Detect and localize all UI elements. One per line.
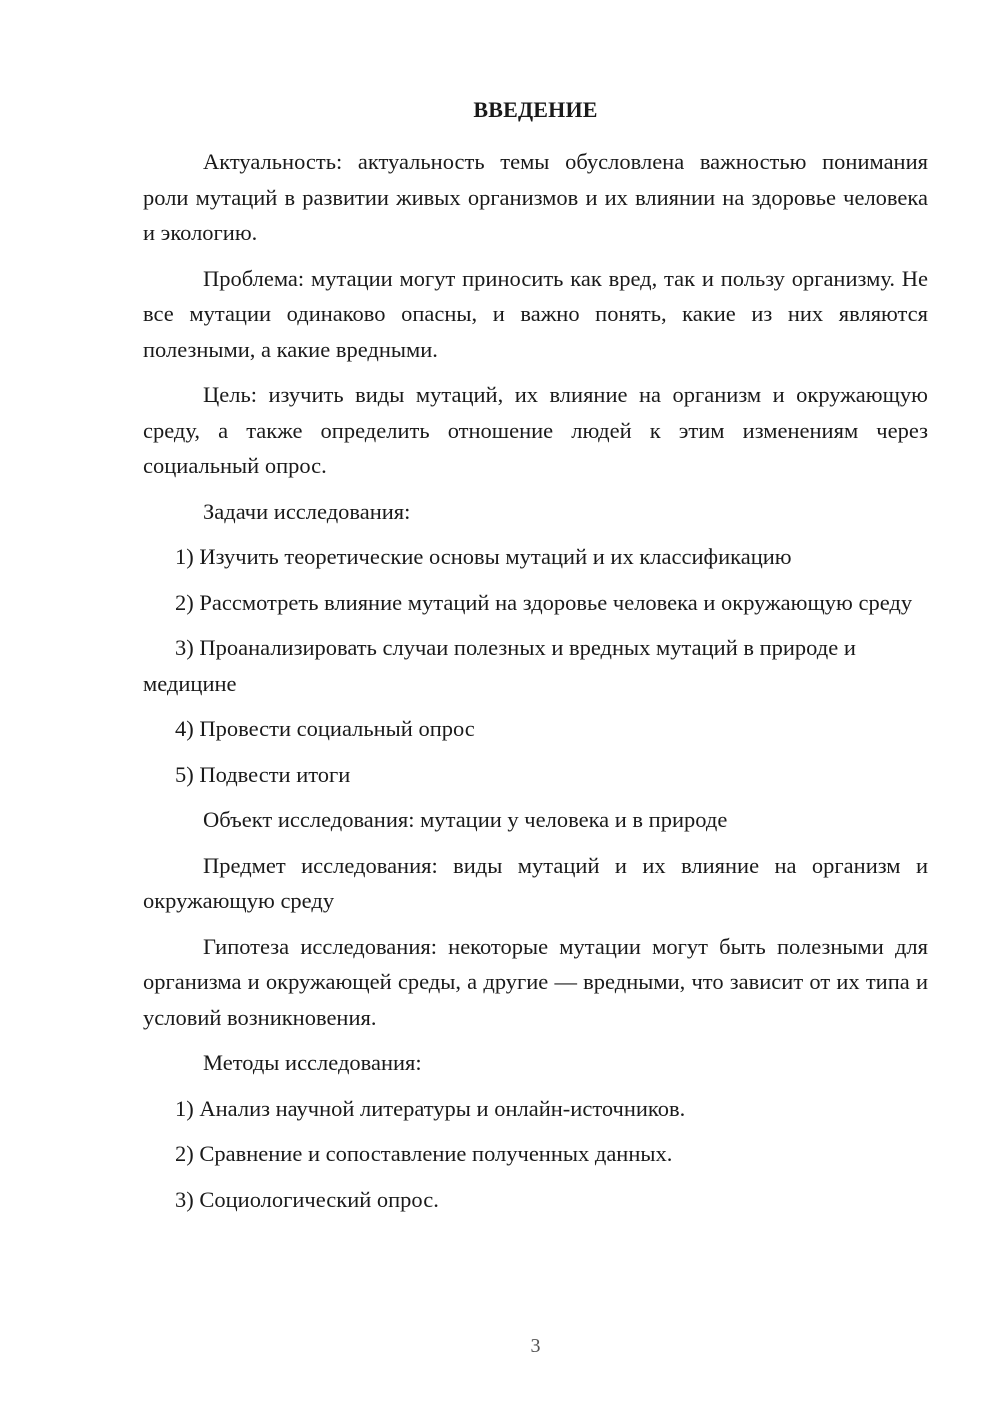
task-item-2: 2) Рассмотреть влияние мутаций на здоровье человека и окружающую среду [175, 589, 913, 615]
task-item-5: 5) Подвести итоги [175, 761, 351, 787]
object-paragraph: Объект исследования: мутации у человека и в природе [203, 807, 728, 832]
task-item-1: 1) Изучить теоретические основы мутаций и их классификацию [175, 544, 792, 569]
hypothesis-paragraph: Гипотеза исследования: некоторые мутации могут быть полезными для организма и окружающей среды, а другие — вредными, что зависит от их типа и условий возникновения. [143, 933, 928, 1030]
method-item-1: 1) Анализ научной литературы и онлайн-источников. [175, 1095, 686, 1121]
section-title: ВВЕДЕНИЕ [473, 97, 598, 122]
tasks-heading: Задачи исследования: [203, 498, 411, 524]
page-number: 3 [530, 1335, 541, 1357]
problem-paragraph: Проблема: мутации могут приносить как вред, так и пользу организму. Не все мутации одинаково опасны, и важно понять, какие из них являются полезными, а какие вредными. [143, 265, 928, 362]
task-item-3: 3) Проанализировать случаи полезных и вредных мутаций в природе и медицине [143, 635, 856, 696]
goal-paragraph: Цель: изучить виды мутаций, их влияние на организм и окружающую среду, а также определить отношение людей к этим изменениям через социальный опрос. [143, 382, 928, 478]
methods-heading: Методы исследования: [203, 1050, 422, 1075]
task-item-4: 4) Провести социальный опрос [175, 716, 475, 741]
relevance-paragraph: Актуальность: актуальность темы обусловлена важностью понимания роли мутаций в развитии живых организмов и их влиянии на здоровье человека и экологию. [143, 149, 928, 245]
method-item-3: 3) Социологический опрос. [175, 1186, 439, 1212]
subject-paragraph: Предмет исследования: виды мутаций и их влияние на организм и окружающую среду [143, 852, 928, 913]
document-page [143, 0, 928, 1414]
section-body [143, 144, 928, 1227]
method-item-2: 2) Сравнение и сопоставление полученных данных. [175, 1141, 673, 1166]
